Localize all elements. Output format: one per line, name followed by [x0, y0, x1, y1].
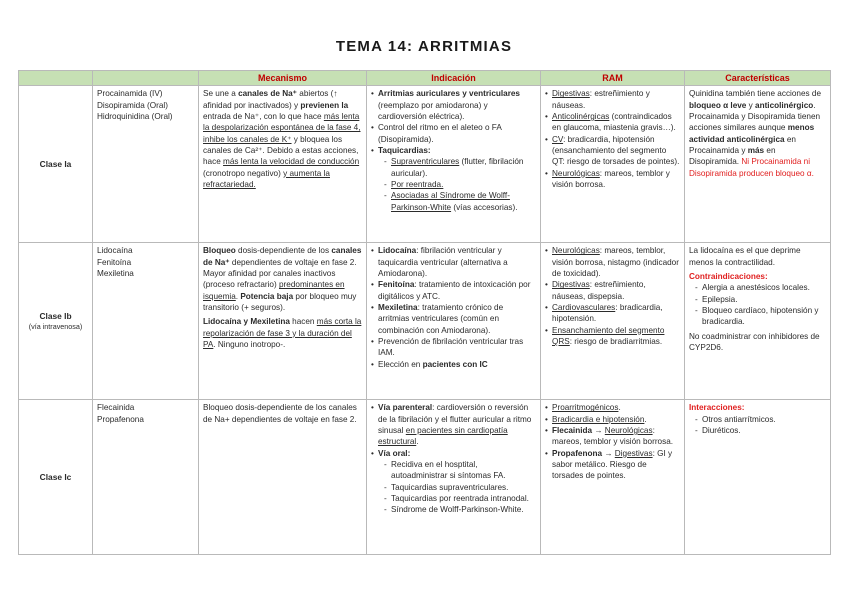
text: previenen la: [300, 100, 349, 110]
mecanismo-cell: [199, 243, 367, 400]
drugs-cell: [93, 400, 199, 555]
text: Control del ritmo en el aleteo o FA (Disopiramida).: [378, 123, 502, 144]
text: Vía oral:: [378, 448, 411, 458]
drugs-cell: [93, 86, 199, 243]
text: : mareos, temblor y visión borrosa.: [552, 426, 674, 447]
list-item: [545, 111, 680, 134]
text: en Disopiramida.: [689, 145, 776, 167]
list-item: [384, 156, 536, 179]
text: más corta la repolarización de fase 3 y la duración del PA: [203, 317, 362, 349]
text: Bloqueo: [203, 246, 236, 256]
class-cell: [19, 400, 93, 555]
drug-name: Disopiramida (Oral): [97, 100, 168, 110]
list-item: [545, 279, 680, 302]
list-item: [371, 402, 536, 447]
drug-name: Hidroquinidina (Oral): [97, 112, 173, 122]
text: Fenitoína: [378, 280, 415, 290]
text: .: [618, 403, 621, 413]
list-item: [545, 245, 680, 279]
text: Ni Procainamida ni Disopiramida producen bloqueo α.: [689, 157, 814, 178]
class-sublabel: (vía intravenosa): [28, 322, 83, 332]
list-item: [545, 168, 680, 191]
list-item: [371, 336, 536, 359]
list-item: - Otros antiarrítmicos.: [695, 414, 826, 425]
list-item: [384, 190, 536, 213]
text: Digestivas: [614, 448, 653, 458]
text: Lidocaína: [378, 246, 417, 256]
text: Digestivas: [552, 89, 590, 99]
text: : bradicardia, hipotensión.: [552, 302, 663, 324]
text: : riesgo de bradiarritmias.: [569, 336, 663, 346]
header-ram: RAM: [541, 71, 685, 86]
list-item: [371, 302, 536, 336]
list-item: - Alergia a anestésicos locales.: [695, 282, 826, 293]
paragraph: No coadministrar con inhibidores de CYP2D6.: [689, 331, 820, 352]
text: bloqueo α leve: [689, 100, 747, 110]
text: menos actividad anticolinérgica: [689, 123, 815, 144]
text: Proarritmogénicos: [552, 403, 619, 413]
mecanismo-cell: [199, 86, 367, 243]
text: en pacientes sin cardiopatía estructural: [378, 426, 508, 447]
list-item: [371, 145, 536, 213]
text: Bradicardia e hipotensión: [552, 414, 645, 424]
text: Prevención de fibrilación ventricular tras IAM.: [378, 336, 524, 358]
text: .: [644, 414, 647, 424]
text: Flecainida →: [552, 426, 605, 436]
list-item: - Taquicardias por reentrada intranodal.: [384, 493, 536, 504]
list-item: [371, 279, 536, 302]
text: Potencia baja: [240, 291, 294, 301]
text: en Procainamida y: [689, 134, 796, 155]
text: CV: [552, 134, 564, 144]
text: : estreñimiento y náuseas.: [552, 89, 650, 110]
text: . Procainamida y Disopiramida tienen acciones similares aunque: [689, 100, 821, 133]
page-title: TEMA 14: ARRITMIAS: [335, 38, 513, 55]
text: (reemplazo por amiodarona) y cardioversión eléctrica).: [378, 100, 488, 122]
paragraph: [203, 245, 362, 313]
text: entrada de Na⁺, con lo que hace: [203, 112, 324, 122]
list-item: [545, 88, 680, 111]
header-row: [19, 71, 831, 86]
paragraph: [203, 316, 362, 350]
list-item: - Taquicardias supraventriculares.: [384, 482, 536, 493]
list-item: [545, 402, 680, 413]
caracteristicas-cell: [685, 86, 831, 243]
list-item: [545, 448, 680, 482]
text: más lenta la despolarización espontánea de la fase 4, inhibe los canales de K⁺: [203, 112, 361, 144]
drug-name: Fenitoína: [97, 257, 132, 267]
header-mecanismo: Mecanismo: [199, 71, 367, 86]
text: Anticolinérgicas: [552, 112, 610, 122]
list-item: [384, 179, 536, 190]
arrhythmia-table: [18, 70, 831, 555]
text: dependientes de voltaje en fase 2. Mayor afinidad por canales inactivos (proceso refractario): [203, 257, 357, 290]
text: Vía parenteral: [378, 403, 433, 413]
indicacion-cell: [367, 243, 541, 400]
text: más lenta la velocidad de conducción: [223, 157, 360, 167]
text: : tratamiento crónico de arritmias ventriculares (común en combinación con Amiodarona).: [378, 302, 504, 335]
list-item: - Bloqueo cardíaco, hipotensión y bradicardia.: [695, 305, 826, 328]
table-row-clase-ib: [19, 243, 831, 400]
text: Asociadas al Síndrome de Wolff-Parkinson-White: [391, 191, 510, 212]
text: Taquicardias:: [378, 145, 431, 155]
text: (contraindicados en glaucoma, miastenia gravis…).: [552, 112, 676, 133]
text: canales de Na⁺: [238, 89, 297, 99]
header-empty-1: [19, 71, 93, 86]
class-cell: [19, 243, 93, 400]
text: : GI y sabor metálico. Riesgo de torsades de pointes.: [552, 448, 673, 481]
text: : cardioversión o reversión de la fibrilación y el flutter auricular a ritmo sinusal: [378, 403, 532, 436]
list-item: [371, 122, 536, 145]
text: Quinidina también tiene acciones de: [689, 89, 821, 99]
text: Cardiovasculares: [552, 302, 616, 312]
text: Neurológicas: [552, 246, 600, 256]
header-indicacion: Indicación: [367, 71, 541, 86]
ram-cell: [541, 243, 685, 400]
text: más: [747, 145, 765, 155]
ram-cell: [541, 86, 685, 243]
caracteristicas-cell: [685, 400, 831, 555]
mecanismo-cell: [199, 400, 367, 555]
text: . Ninguno inotropo-.: [213, 339, 286, 349]
list-item: [545, 414, 680, 425]
text: predominantes en isquemia: [203, 280, 345, 301]
indicacion-cell: [367, 86, 541, 243]
list-item: [371, 448, 536, 516]
text: Elección en: [378, 359, 423, 369]
text: : fibrilación ventricular y taquicardia ventricular (alternativa a Amiodarona).: [378, 246, 508, 279]
table-row-clase-ic: [19, 400, 831, 555]
text: pacientes con IC: [422, 359, 488, 369]
text: .: [416, 437, 419, 447]
list-item: [371, 245, 536, 279]
indicacion-cell: [367, 400, 541, 555]
text: Se une a: [203, 89, 239, 99]
list-item: - Recidiva en el hosptital, autoadministrar si síntomas FA.: [384, 459, 536, 482]
caracteristicas-cell: [685, 243, 831, 400]
class-label: Clase Ia: [39, 158, 72, 169]
table-row-clase-ia: [19, 86, 831, 243]
ram-cell: [541, 400, 685, 555]
text: Arritmias auriculares y ventriculares: [378, 89, 520, 99]
text: y bloquea los canales de Ca²⁺. Debido a estas acciones, hace: [203, 134, 359, 167]
class-label: Clase Ib: [39, 310, 72, 321]
paragraph: La lidocaína es el que deprime menos la contractilidad.: [689, 246, 801, 267]
text: .: [235, 291, 241, 301]
text: Mexiletina: [378, 302, 418, 312]
text: Ensanchamiento del segmento QRS: [552, 325, 665, 346]
text: Neurológicas: [552, 168, 600, 178]
list-item: [545, 325, 680, 348]
text: Supraventriculares: [391, 157, 460, 167]
text: Neurológicas: [604, 426, 653, 436]
header-empty-2: [93, 71, 199, 86]
text: Por reentrada.: [391, 179, 444, 189]
drug-name: Mexiletina: [97, 269, 134, 279]
text: : mareos, temblor, visión borrosa, nistagmo (indicador de toxicidad).: [552, 246, 679, 279]
text: abiertos (↑ afinidad por inactivados) y: [203, 89, 338, 110]
contraindications-heading: Contraindicaciones:: [689, 272, 768, 282]
list-item: [545, 425, 680, 448]
class-cell: [19, 86, 93, 243]
text: canales de Na⁺: [203, 246, 362, 267]
text: : mareos, temblor y visión borrosa.: [552, 168, 670, 189]
text: y: [746, 100, 756, 110]
text: (flutter, fibrilación auricular).: [391, 157, 524, 178]
text: Lidocaína y Mexiletina: [203, 317, 290, 327]
text: Digestivas: [552, 280, 590, 290]
text: (cronotropo negativo): [203, 168, 284, 178]
text: anticolinérgico: [755, 100, 814, 110]
text: Propafenona →: [552, 448, 615, 458]
class-label: Clase Ic: [39, 471, 72, 482]
text: por bloqueo muy transitorio (+ seguros).: [203, 291, 357, 312]
list-item: - Síndrome de Wolff-Parkinson-White.: [384, 504, 536, 515]
drug-name: Propafenona: [97, 414, 144, 424]
text: : estreñimiento, náuseas, dispepsia.: [552, 280, 646, 301]
list-item: - Diuréticos.: [695, 425, 826, 436]
text: (vías accesorias).: [451, 202, 518, 212]
drug-name: Lidocaína: [97, 246, 133, 256]
list-item: [371, 88, 536, 122]
drug-name: Procainamida (IV): [97, 89, 163, 99]
text: : bradicardia, hipotensión (ensanchamiento del segmento QT: riesgo de torsades de pointes).: [552, 134, 680, 167]
list-item: [545, 134, 680, 168]
text: y aumenta la refractariedad.: [203, 168, 330, 189]
text: hacen: [289, 317, 317, 327]
drug-name: Flecainida: [97, 403, 135, 413]
header-caracteristicas: Características: [685, 71, 831, 86]
text: : tratamiento de intoxicación por digitálicos y ATC.: [378, 280, 531, 301]
text: dosis-dependiente de los: [235, 246, 332, 256]
list-item: [545, 302, 680, 325]
text: Bloqueo dosis-dependiente de los canales de Na+ dependientes de voltaje en fase 2.: [203, 403, 357, 424]
list-item: [371, 359, 536, 370]
list-item: - Epilepsia.: [695, 294, 826, 305]
drugs-cell: [93, 243, 199, 400]
interactions-heading: Interacciones:: [689, 403, 745, 413]
